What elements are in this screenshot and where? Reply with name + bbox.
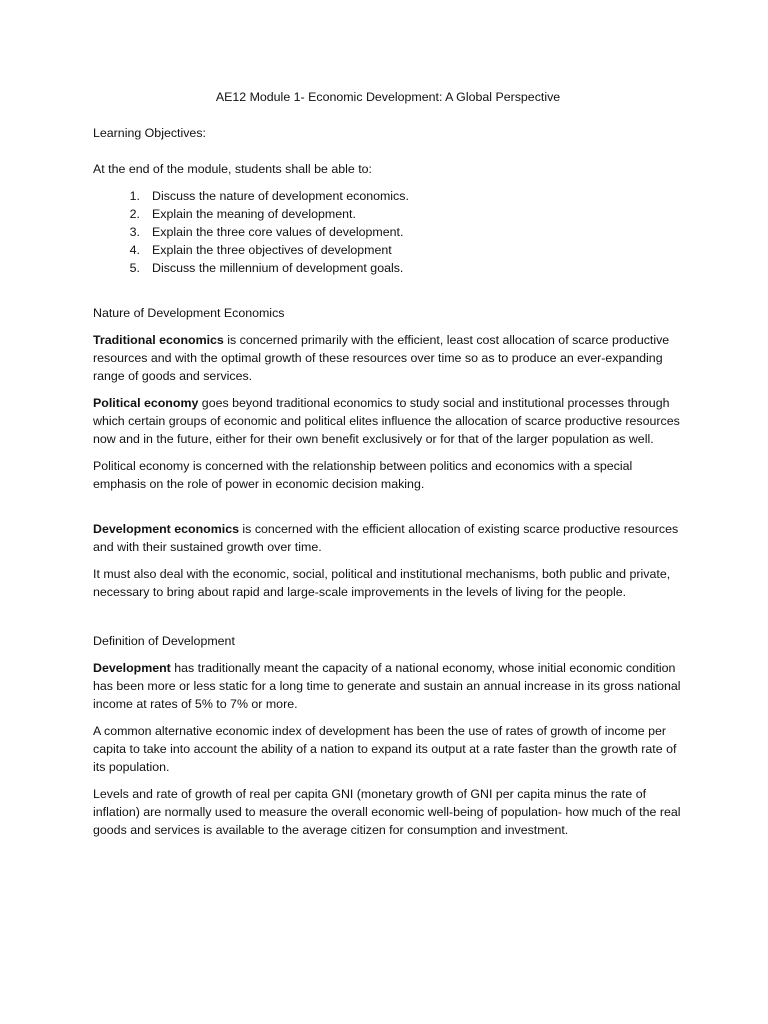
section-heading-nature: Nature of Development Economics <box>93 306 285 320</box>
list-text: Explain the three objectives of development <box>152 243 392 257</box>
objectives-intro: At the end of the module, students shall be able to: <box>93 162 372 176</box>
term-development-economics: Development economics <box>93 522 239 536</box>
document-title: AE12 Module 1- Economic Development: A Global Perspective <box>215 90 561 104</box>
paragraph-development-economics <box>93 520 683 556</box>
list-text: Discuss the millennium of development goals. <box>152 261 404 275</box>
blank-line <box>93 502 683 520</box>
document-body <box>93 88 683 848</box>
term-traditional-economics: Traditional economics <box>93 333 224 347</box>
list-item <box>93 187 683 205</box>
term-development: Development <box>93 661 171 675</box>
learning-objectives-label: Learning Objectives: <box>93 126 206 140</box>
paragraph-text: is concerned with the efficient allocation of existing scarce productive resources and with their sustained growth over time. <box>93 522 679 554</box>
paragraph-traditional-economics <box>93 331 683 385</box>
list-text: Explain the three core values of development. <box>152 225 404 239</box>
paragraph-political-economy <box>93 394 683 448</box>
list-item <box>93 205 683 223</box>
list-item <box>93 259 683 277</box>
list-item <box>93 241 683 259</box>
list-number: 3. <box>129 225 140 239</box>
paragraph-text: has traditionally meant the capacity of a national economy, whose initial economic condition has been more or less static for a long time to generate and sustain an annual increase in its gross national income at rates of 5% to 7% or more. <box>93 661 681 711</box>
paragraph-political-economy-relationship: Political economy is concerned with the relationship between politics and economics with a special emphasis on the role of power in economic decision making. <box>93 459 633 491</box>
list-item <box>93 223 683 241</box>
term-political-economy: Political economy <box>93 396 199 410</box>
paragraph-real-per-capita-gni: Levels and rate of growth of real per capita GNI (monetary growth of GNI per capita minus the rate of inflation) are normally used to measure the overall economic well-being of population- how much of the real goods and services is available to the average citizen for consumption and investment. <box>93 787 681 837</box>
paragraph-alternative-index: A common alternative economic index of development has been the use of rates of growth of income per capita to take into account the ability of a nation to expand its output at a rate faster than the growth rate of its population. <box>93 724 677 774</box>
list-number: 2. <box>129 207 140 221</box>
list-number: 4. <box>129 243 140 257</box>
list-number: 1. <box>129 189 140 203</box>
paragraph-text: goes beyond traditional economics to study social and institutional processes through which certain groups of economic and political elites influence the allocation of scarce productive resources now and in the future, either for their own benefit exclusively or for that of the larger population as well. <box>93 396 680 446</box>
paragraph-text: is concerned primarily with the efficient, least cost allocation of scarce productive resources and with the optimal growth of these resources over time so as to produce an ever-expanding range of goods and services. <box>93 333 670 383</box>
list-number: 5. <box>129 261 140 275</box>
list-text: Explain the meaning of development. <box>152 207 356 221</box>
list-text: Discuss the nature of development economics. <box>152 189 409 203</box>
section-heading-definition: Definition of Development <box>93 634 235 648</box>
blank-line <box>93 610 683 632</box>
paragraph-mechanisms: It must also deal with the economic, social, political and institutional mechanisms, both public and private, necessary to bring about rapid and large-scale improvements in the levels of living for the people. <box>93 567 671 599</box>
paragraph-development-definition <box>93 659 683 713</box>
objectives-list <box>93 187 683 277</box>
